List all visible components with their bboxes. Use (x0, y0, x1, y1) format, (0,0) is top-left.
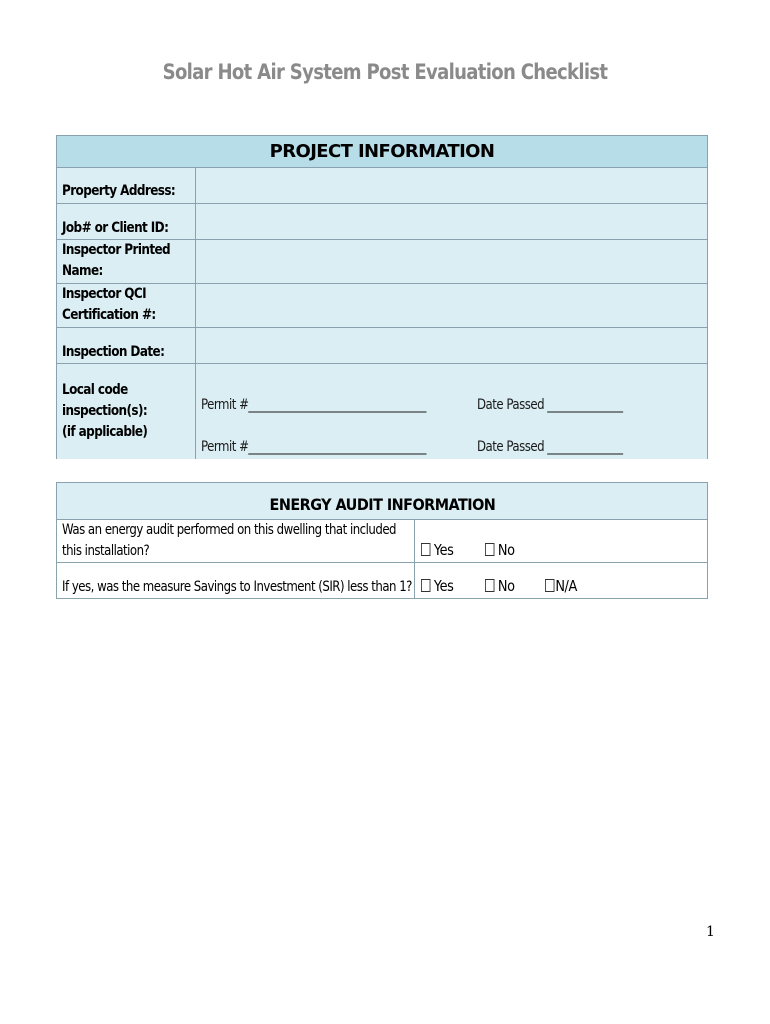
q2-na-option[interactable]: N/A (545, 577, 577, 595)
page-number: 1 (706, 924, 715, 940)
energy-audit-question-1-row (57, 519, 707, 563)
checkbox-icon[interactable] (545, 579, 554, 592)
inspector-qci-label-2: Certification #: (62, 307, 156, 323)
date-passed-2-field[interactable]: Date Passed ______________ (477, 439, 623, 455)
energy-audit-question-1-line-1: Was an energy audit performed on this dwelling that included (62, 522, 397, 538)
local-code-row (57, 364, 707, 460)
checkbox-icon[interactable] (485, 543, 494, 556)
energy-audit-question-2-row (57, 563, 707, 599)
inspection-date-label: Inspection Date: (62, 344, 165, 360)
inspector-qci-label-1: Inspector QCI (62, 286, 147, 302)
inspection-date-input[interactable] (196, 328, 707, 363)
checkbox-icon[interactable] (485, 579, 494, 592)
project-information-heading: PROJECT INFORMATION (57, 136, 707, 168)
energy-audit-question-1-line-2: this installation? (62, 543, 150, 559)
q2-yes-option[interactable]: Yes (421, 577, 453, 595)
checkbox-icon[interactable] (421, 543, 430, 556)
date-passed-1-field[interactable]: Date Passed ______________ (477, 397, 623, 413)
job-client-input[interactable] (196, 204, 707, 239)
document-title: Solar Hot Air System Post Evaluation Checklist (162, 60, 608, 84)
energy-audit-heading: ENERGY AUDIT INFORMATION (57, 483, 707, 520)
property-address-label: Property Address: (62, 183, 176, 199)
inspector-name-label-2: Name: (62, 263, 103, 279)
property-address-input[interactable] (196, 167, 707, 203)
inspector-qci-input[interactable] (196, 284, 707, 327)
local-code-label-2: inspection(s): (62, 403, 148, 419)
local-code-label-1: Local code (62, 382, 128, 398)
energy-audit-table (56, 482, 708, 599)
permit-1-field[interactable]: Permit #_________________________________ (201, 397, 426, 413)
energy-audit-column-divider (414, 519, 415, 598)
local-code-label-3: (if applicable) (62, 424, 148, 440)
project-information-table (56, 135, 708, 459)
q2-no-option[interactable]: No (485, 577, 515, 595)
inspector-name-input[interactable] (196, 240, 707, 283)
q1-no-option[interactable]: No (485, 541, 515, 559)
job-client-label: Job# or Client ID: (62, 220, 169, 236)
checkbox-icon[interactable] (421, 579, 430, 592)
permit-2-field[interactable]: Permit #_________________________________ (201, 439, 426, 455)
inspector-name-label-1: Inspector Printed (62, 242, 171, 258)
energy-audit-question-2: If yes, was the measure Savings to Investment (SIR) less than 1? (62, 579, 412, 595)
q1-yes-option[interactable]: Yes (421, 541, 453, 559)
